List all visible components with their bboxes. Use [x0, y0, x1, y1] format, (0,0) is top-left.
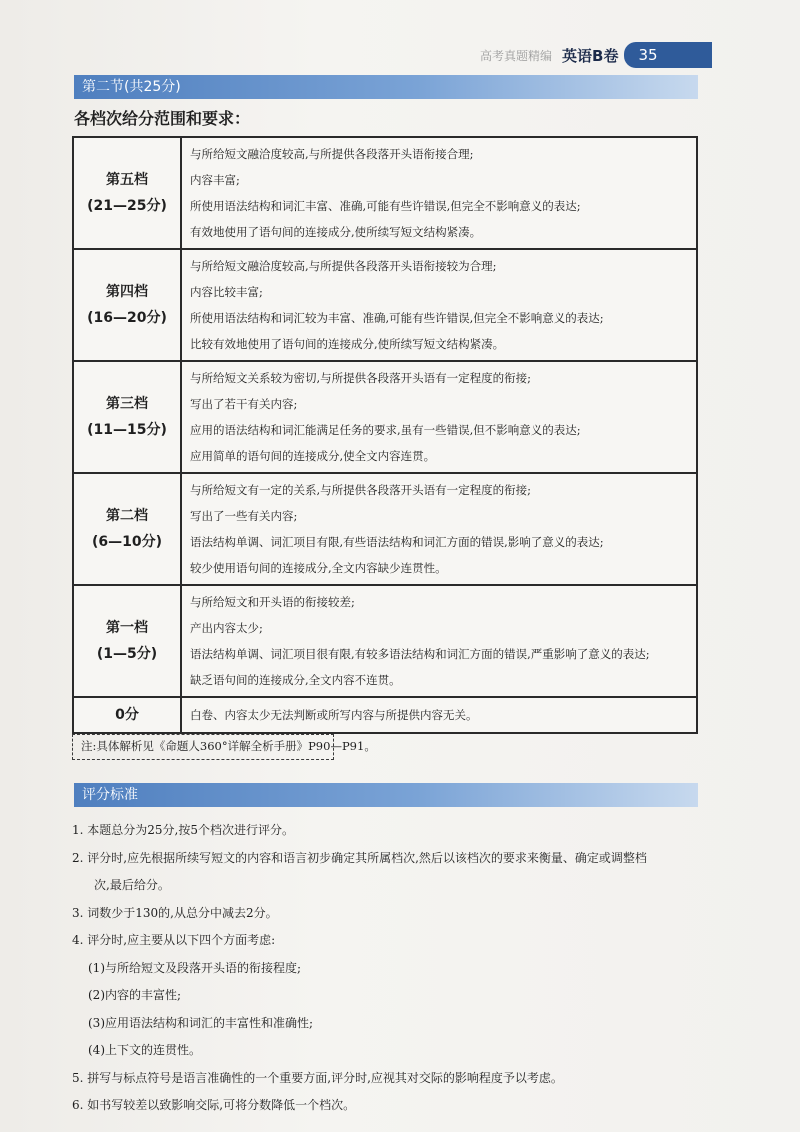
grade-level-name: 第一档: [106, 620, 148, 636]
criterion-line: 所使用语法结构和词汇较为丰富、准确,可能有些许错误,但完全不影响意义的表达;: [190, 311, 604, 325]
criterion-line: 产出内容太少;: [190, 621, 263, 635]
criterion-line: 有效地使用了语句间的连接成分,使所续写短文结构紧凑。: [190, 225, 482, 239]
grade-score-range: (11—15分): [87, 422, 167, 438]
scoring-rule: 1. 本题总分为25分,按5个档次进行评分。: [72, 823, 294, 837]
grade-criteria-table: [72, 136, 698, 734]
grade-level-name: 第四档: [106, 284, 148, 300]
grade-criteria-cell: [181, 137, 697, 249]
criterion-line: 所使用语法结构和词汇丰富、准确,可能有些许错误,但完全不影响意义的表达;: [190, 199, 581, 213]
grade-row: [73, 697, 697, 733]
scoring-subrule: (1)与所给短文及段落开头语的衔接程度;: [88, 960, 302, 975]
subject-label: 英语B卷: [562, 46, 619, 65]
grade-level-cell: [73, 361, 181, 473]
criterion-line: 写出了一些有关内容;: [190, 509, 298, 523]
scoring-standard-band: 评分标准: [74, 783, 698, 807]
scoring-subrule: (4)上下文的连贯性。: [88, 1043, 201, 1057]
criterion-line: 应用简单的语句间的连接成分,使全文内容连贯。: [190, 449, 436, 463]
criterion-line: 语法结构单调、词汇项目有限,有些语法结构和词汇方面的错误,影响了意义的表达;: [190, 535, 604, 549]
scoring-subrule: (2)内容的丰富性;: [88, 988, 182, 1002]
grade-row: [73, 473, 697, 585]
grade-row: [73, 249, 697, 361]
criterion-line: 内容丰富;: [190, 173, 240, 187]
scoring-rule-continuation: 次,最后给分。: [94, 878, 170, 892]
scoring-subrule: (3)应用语法结构和词汇的丰富性和准确性;: [88, 1015, 314, 1030]
grade-criteria-cell: [181, 361, 697, 473]
grade-score-range: (21—25分): [87, 198, 167, 214]
scoring-rule: 2. 评分时,应先根据所续写短文的内容和语言初步确定其所属档次,然后以该档次的要求来衡量、确定或调整档: [72, 850, 647, 865]
criterion-line: 与所给短文有一定的关系,与所提供各段落开头语有一定程度的衔接;: [190, 483, 532, 497]
criterion-line: 与所给短文融洽度较高,与所提供各段落开头语衔接较为合理;: [190, 259, 497, 273]
criterion-line: 比较有效地使用了语句间的连接成分,使所续写短文结构紧凑。: [190, 337, 505, 351]
reference-note: 注:具体解析见《命题人360°详解全析手册》P90—P91。: [72, 734, 334, 760]
criterion-line: 缺乏语句间的连接成分,全文内容不连贯。: [190, 673, 401, 687]
section-title-band: 第二节(共25分): [74, 75, 698, 99]
grade-criteria-cell: [181, 473, 697, 585]
criterion-line: 与所给短文关系较为密切,与所提供各段落开头语有一定程度的衔接;: [190, 371, 532, 385]
criterion-line: 写出了若干有关内容;: [190, 397, 298, 411]
book-series-title: 高考真题精编: [480, 48, 553, 63]
criterion-line: 较少使用语句间的连接成分,全文内容缺少连贯性。: [190, 561, 447, 575]
scoring-rule: 5. 拼写与标点符号是语言准确性的一个重要方面,评分时,应视其对交际的影响程度予以考虑。: [72, 1070, 563, 1085]
grade-level-name: 第二档: [106, 508, 148, 524]
criterion-line: 应用的语法结构和词汇能满足任务的要求,虽有一些错误,但不影响意义的表达;: [190, 423, 581, 437]
criterion-line: 与所给短文和开头语的衔接较差;: [190, 595, 355, 609]
criterion-line: 语法结构单调、词汇项目很有限,有较多语法结构和词汇方面的错误,严重影响了意义的表达;: [190, 647, 650, 661]
grade-score-range: (16—20分): [87, 310, 167, 326]
grade-criteria-cell: [181, 697, 697, 733]
grade-level-name: 第三档: [106, 396, 148, 412]
grade-level-cell: [73, 137, 181, 249]
scoring-rules-list: [72, 817, 702, 1120]
grade-row: [73, 585, 697, 697]
grade-level-name: 第五档: [106, 172, 148, 188]
grade-criteria-cell: [181, 249, 697, 361]
grade-level-cell: [73, 473, 181, 585]
scoring-rule: 3. 词数少于130的,从总分中减去2分。: [72, 905, 278, 920]
criterion-line: 内容比较丰富;: [190, 285, 263, 299]
grade-level-cell: [73, 585, 181, 697]
grade-row: [73, 361, 697, 473]
grade-level-cell: [73, 249, 181, 361]
scoring-rule: 4. 评分时,应主要从以下四个方面考虑:: [72, 933, 276, 947]
grade-criteria-cell: [181, 585, 697, 697]
grade-requirements-heading: 各档次给分范围和要求：: [74, 109, 251, 128]
criterion-line: 白卷、内容太少无法判断或所写内容与所提供内容无关。: [190, 708, 478, 722]
grade-row: [73, 137, 697, 249]
grade-level-name: 0分: [115, 707, 139, 723]
page-header: [480, 40, 712, 70]
grade-score-range: (6—10分): [91, 534, 163, 550]
grade-level-cell: [73, 697, 181, 733]
scoring-rule: 6. 如书写较差以致影响交际,可将分数降低一个档次。: [72, 1098, 356, 1112]
page-number-badge: 35: [624, 42, 712, 68]
criterion-line: 与所给短文融洽度较高,与所提供各段落开头语衔接合理;: [190, 147, 474, 161]
grade-score-range: (1—5分): [96, 646, 158, 662]
